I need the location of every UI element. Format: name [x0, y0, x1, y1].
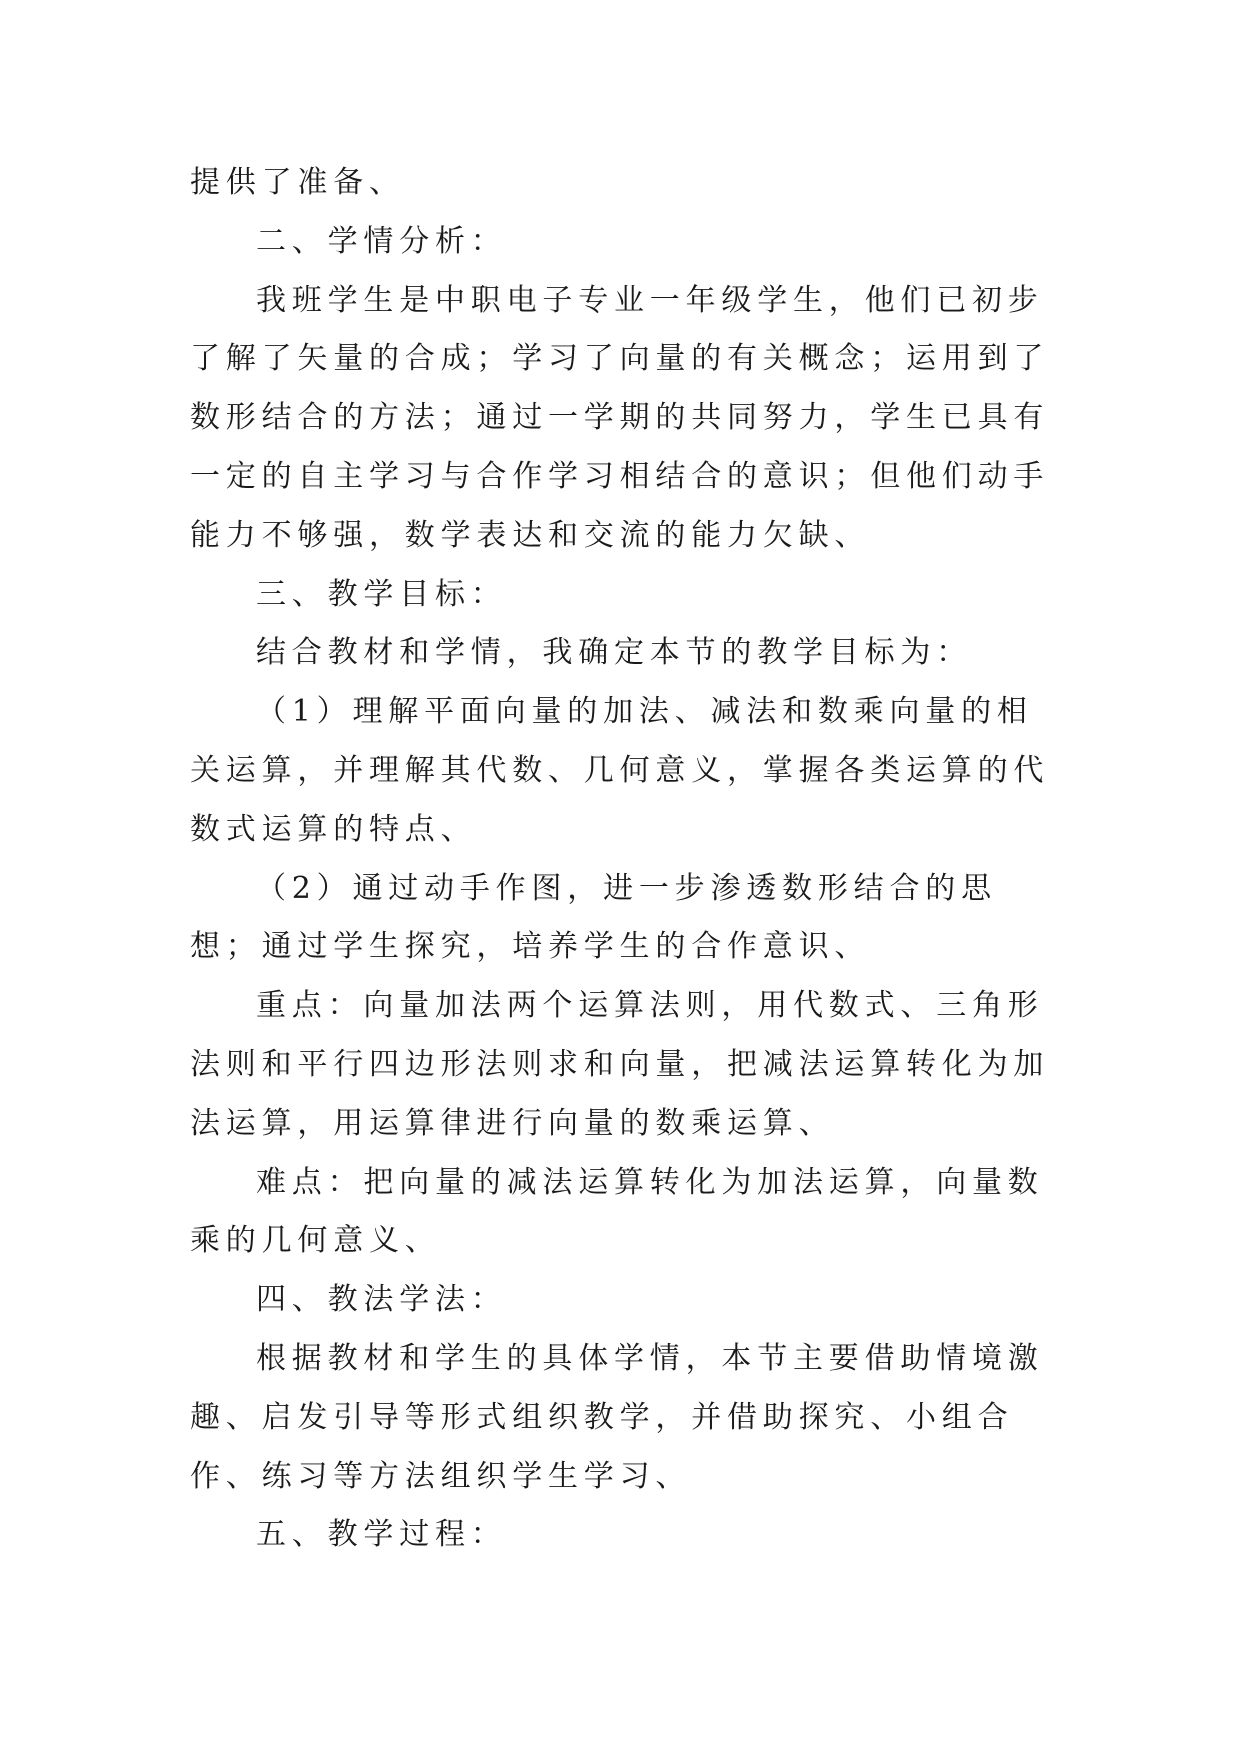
section-heading-teaching-process: 五、教学过程： — [256, 1517, 507, 1553]
paragraph-teaching-methods: 根据教材和学生的具体学情，本节主要借助情境激趣、启发引导等形式组织教学，并借助探究、小组合作、练习等方法组织学生学习、 — [190, 1340, 1044, 1494]
section-heading-student-analysis: 二、学情分析： — [256, 223, 507, 259]
paragraph-goals-intro: 结合教材和学情，我确定本节的教学目标为： — [256, 635, 972, 671]
paragraph-goal-1: （1）理解平面向量的加法、减法和数乘向量的相关运算，并理解其代数、几何意义，掌握各类运算的代数式运算的特点、 — [190, 694, 1050, 847]
paragraph-key-points: 重点：向量加法两个运算法则，用代数式、三角形法则和平行四边形法则求和向量，把减法运算转化为加法运算，用运算律进行向量的数乘运算、 — [190, 988, 1050, 1141]
paragraph-continuation: 提供了准备、 — [190, 165, 405, 200]
paragraph-difficulties: 难点：把向量的减法运算转化为加法运算，向量数乘的几何意义、 — [190, 1164, 1044, 1259]
paragraph-goal-2: （2）通过动手作图，进一步渗透数形结合的思想；通过学生探究，培养学生的合作意识、 — [190, 870, 997, 965]
section-heading-teaching-goals: 三、教学目标： — [256, 576, 507, 612]
document-body — [190, 154, 1050, 1565]
paragraph-student-analysis: 我班学生是中职电子专业一年级学生，他们已初步了解了矢量的合成；学习了向量的有关概念；运用到了数形结合的方法；通过一学期的共同努力，学生已具有一定的自主学习与合作学习相结合的意识；但他们动手能力不够强，数学表达和交流的能力欠缺、 — [190, 282, 1050, 553]
section-heading-teaching-methods: 四、教法学法： — [256, 1282, 507, 1318]
